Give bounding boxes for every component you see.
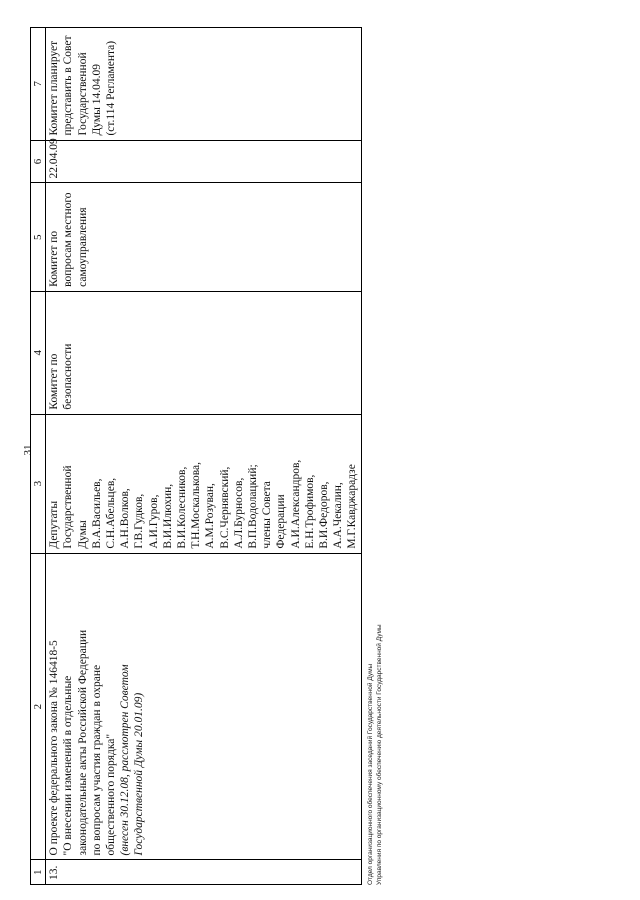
initiator-line: А.А.Чекалин, — [332, 482, 345, 549]
initiator-line: С.Н.Абельцев, — [105, 477, 118, 549]
responsible-committee-cell — [46, 291, 361, 414]
responsible-committee-line: безопасности — [62, 343, 75, 410]
header-row — [31, 28, 46, 885]
footer — [366, 624, 384, 885]
initiator-line: Е.Н.Трофимов, — [303, 474, 316, 549]
initiator-line: В.И.Федоров, — [318, 481, 331, 549]
initiator-line: В.П.Водолацкий; — [247, 464, 260, 549]
initiator-line: А.Л.Бурносов, — [232, 477, 245, 549]
initiator-line: Думы — [76, 520, 89, 549]
initiator-line: Федерации — [275, 494, 288, 549]
bill-description-line: О проекте федерального закона № 146418-5 — [48, 640, 61, 856]
plan-line: Комитет планирует — [48, 40, 61, 136]
initiator-line: Депутаты — [48, 500, 61, 549]
header-cell-5: 5 — [31, 183, 46, 291]
coexecutor-line: самоуправления — [76, 207, 89, 287]
bill-description-line: законодательные акты Российской Федерации — [76, 629, 89, 856]
footer-line-1: Отдел организационного обеспечения заседаний Государственной Думы — [367, 663, 374, 885]
initiator-line: Т.Н.Москалькова, — [190, 462, 203, 549]
header-cell-3: 3 — [31, 414, 46, 553]
table-row — [46, 28, 361, 885]
rotated-page — [20, 15, 383, 885]
footer-line-2: Управления по организационному обеспечению деятельности Государственной Думы — [376, 624, 383, 885]
responsible-committee-line: Комитет по — [48, 353, 61, 410]
bill-note-line: (внесен 30.12.08, рассмотрен Советом — [119, 664, 132, 856]
initiator-line: А.М.Розуван, — [204, 483, 217, 549]
plan-line: Государственной — [76, 52, 89, 136]
date-value: 22.04.09 — [48, 138, 61, 179]
initiator-line: Г.В.Гудков, — [133, 493, 146, 549]
row-number: 13. — [46, 860, 361, 885]
initiator-line: А.И.Александров, — [289, 459, 302, 549]
coexecutor-committee-cell — [46, 183, 361, 291]
bill-description-cell — [46, 553, 361, 860]
header-cell-2: 2 — [31, 553, 46, 860]
initiator-line: М.Г.Кавджарадзе — [346, 464, 359, 549]
initiators-cell — [46, 414, 361, 553]
bill-description-line: "О внесении изменений в отдельные — [62, 675, 75, 856]
initiator-line: В.И.Колесников, — [176, 466, 189, 549]
initiator-line: В.И.Илюхин, — [161, 483, 174, 549]
initiator-line: Государственной — [62, 465, 75, 549]
initiator-line: А.И.Гуров, — [147, 494, 160, 549]
plan-line: (ст.114 Регламента) — [105, 40, 118, 136]
schedule-table — [30, 27, 362, 885]
plan-cell — [46, 28, 361, 141]
bill-note-line: Государственной Думы 20.01.09) — [133, 692, 146, 856]
page-number: 31 — [22, 444, 34, 456]
coexecutor-line: вопросам местного — [62, 192, 75, 287]
initiator-line: В.С.Чернявский, — [218, 466, 231, 549]
header-cell-4: 4 — [31, 291, 46, 414]
bill-description-line: общественного порядка" — [105, 733, 118, 856]
coexecutor-line: Комитет по — [48, 230, 61, 287]
plan-line: Думы 14.04.09 — [90, 63, 103, 136]
header-cell-6: 6 — [31, 140, 46, 183]
date-cell — [46, 140, 361, 183]
header-cell-1: 1 — [31, 860, 46, 885]
plan-line: представить в Совет — [62, 35, 75, 136]
bill-description-line: по вопросам участия граждан в охране — [90, 664, 103, 856]
initiator-line: А.Н.Волков, — [119, 488, 132, 549]
header-cell-7: 7 — [31, 28, 46, 141]
initiator-line: члены Совета — [261, 481, 274, 549]
initiator-line: В.А.Васильев, — [90, 478, 103, 549]
